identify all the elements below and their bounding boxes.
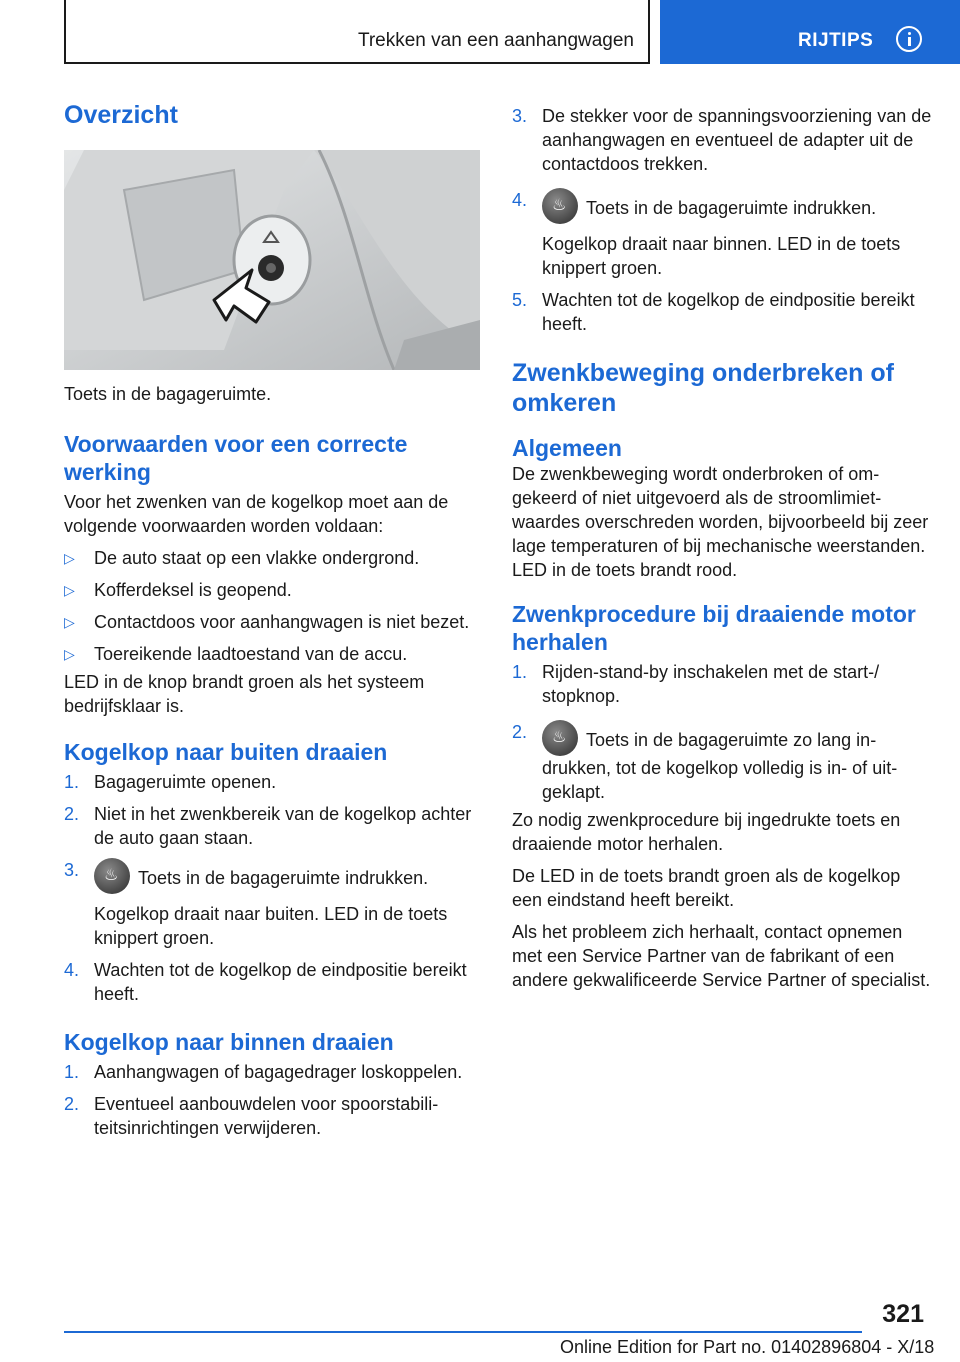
chapter-tab-label: RIJTIPS (798, 30, 874, 51)
step-result: Kogelkop draait naar buiten. LED in de toets knippert groen. (94, 904, 448, 948)
info-icon (896, 26, 922, 52)
list-item: ▷ Kofferdeksel is geopend. (64, 580, 292, 600)
triangle-bullet-icon: ▷ (64, 614, 75, 630)
heading-interrupt: Zwenkbeweging onderbreken of omkeren (512, 359, 894, 417)
list-item: 2. ♨ Toets in de bagageruimte zo lang indrukken, tot de kogelkop volledig is in- of uitgeklapt. (512, 720, 932, 804)
triangle-bullet-icon: ▷ (64, 582, 75, 598)
trailer-hitch-button-icon (94, 858, 130, 894)
repeat-paragraph-1: Zo nodig zwenkprocedure bij ingedrukte toets en draaiende motor herhalen. (512, 810, 901, 854)
triangle-bullet-icon: ▷ (64, 550, 75, 566)
heading-overview: Overzicht (64, 101, 178, 129)
edition-text: Online Edition for Part no. 01402896804 - X/18 (560, 1337, 935, 1357)
list-item: 4. Wachten tot de kogelkop de eindpositie bereikt heeft. (64, 960, 467, 1004)
heading-conditions: Voorwaarden voor een correcte werking (64, 431, 408, 485)
list-item: 4. ♨ Toets in de bagageruimte indrukken. Kogelkop draait naar binnen. LED in de toets knippert groen. (512, 188, 932, 280)
footer-divider (64, 1331, 862, 1333)
list-item: 1. Bagageruimte openen. (64, 772, 277, 792)
step-result: Kogelkop draait naar binnen. LED in de toets knippert groen. (542, 234, 901, 278)
led-ready-text: LED in de knop brandt groen als het systeem bedrijfsklaar is. (64, 672, 425, 716)
figure-caption: Toets in de bagageruimte. (64, 384, 272, 404)
swing-in-steps (64, 1060, 480, 1140)
list-item: 1. Aanhangwagen of bagagedrager loskoppelen. (64, 1062, 463, 1082)
general-text: De zwenkbeweging wordt onderbroken of omgekeerd of niet uitgevoerd als de stroomlimietwaardes overschreden worden, bijvoorbeeld bij zeer lage temperaturen of bij mechanische weerstanden. LED in de toets brandt rood. (512, 464, 929, 580)
list-item: 2. Niet in het zwenkbereik van de kogelkop achter de auto gaan staan. (64, 804, 472, 848)
heading-swing-out: Kogelkop naar buiten draaien (64, 739, 388, 765)
chapter-tab[interactable] (660, 0, 960, 64)
heading-swing-in: Kogelkop naar binnen draaien (64, 1029, 394, 1055)
trailer-hitch-button-icon (542, 188, 578, 224)
conditions-list (64, 546, 480, 666)
header-title-box (64, 0, 650, 64)
list-item: 3. ♨ Toets in de bagageruimte indrukken. Kogelkop draait naar buiten. LED in de toets knippert groen. (64, 858, 480, 950)
swing-out-steps (64, 770, 480, 1006)
repeat-paragraph-2: De LED in de toets brandt groen als de kogelkop een eindstand heeft bereikt. (512, 866, 901, 910)
list-item: ▷ De auto staat op een vlakke ondergrond. (64, 548, 420, 568)
trunk-button-photo (64, 150, 480, 370)
section-title: Trekken van een aanhangwagen (357, 30, 634, 51)
repeat-paragraph-3: Als het probleem zich herhaalt, contact opnemen met een Service Partner van de fabrikant of een andere gekwalificeerde Service Partner of specialist. (512, 922, 931, 990)
heading-general: Algemeen (512, 435, 622, 461)
list-item: 5. Wachten tot de kogelkop de eindpositie bereikt heeft. (512, 290, 915, 334)
conditions-intro: Voor het zwenken van de kogelkop moet aan de volgende voorwaarden worden voldaan: (64, 492, 449, 536)
list-item: 2. Eventueel aanbouwdelen voor spoorstabiliteitsinrichtingen verwijderen. (64, 1094, 439, 1138)
swing-in-steps-continued (512, 104, 932, 336)
trunk-button-illustration (64, 150, 480, 370)
triangle-bullet-icon: ▷ (64, 646, 75, 662)
page-number: 321 (882, 1300, 924, 1328)
left-column (64, 100, 480, 1140)
right-column (512, 100, 932, 992)
repeat-steps (512, 660, 932, 804)
trailer-hitch-button-icon (542, 720, 578, 756)
list-item: 1. Rijden-stand-by inschakelen met de start-/ stopknop. (512, 662, 880, 706)
list-item: ▷ Toereikende laadtoestand van de accu. (64, 644, 408, 664)
list-item: 3. De stekker voor de spanningsvoorziening van de aanhangwagen en eventueel de adapter uit de contactdoos trekken. (512, 106, 932, 174)
list-item: ▷ Contactdoos voor aanhangwagen is niet bezet. (64, 612, 470, 632)
heading-repeat: Zwenkprocedure bij draaiende motor herhalen (512, 601, 916, 655)
